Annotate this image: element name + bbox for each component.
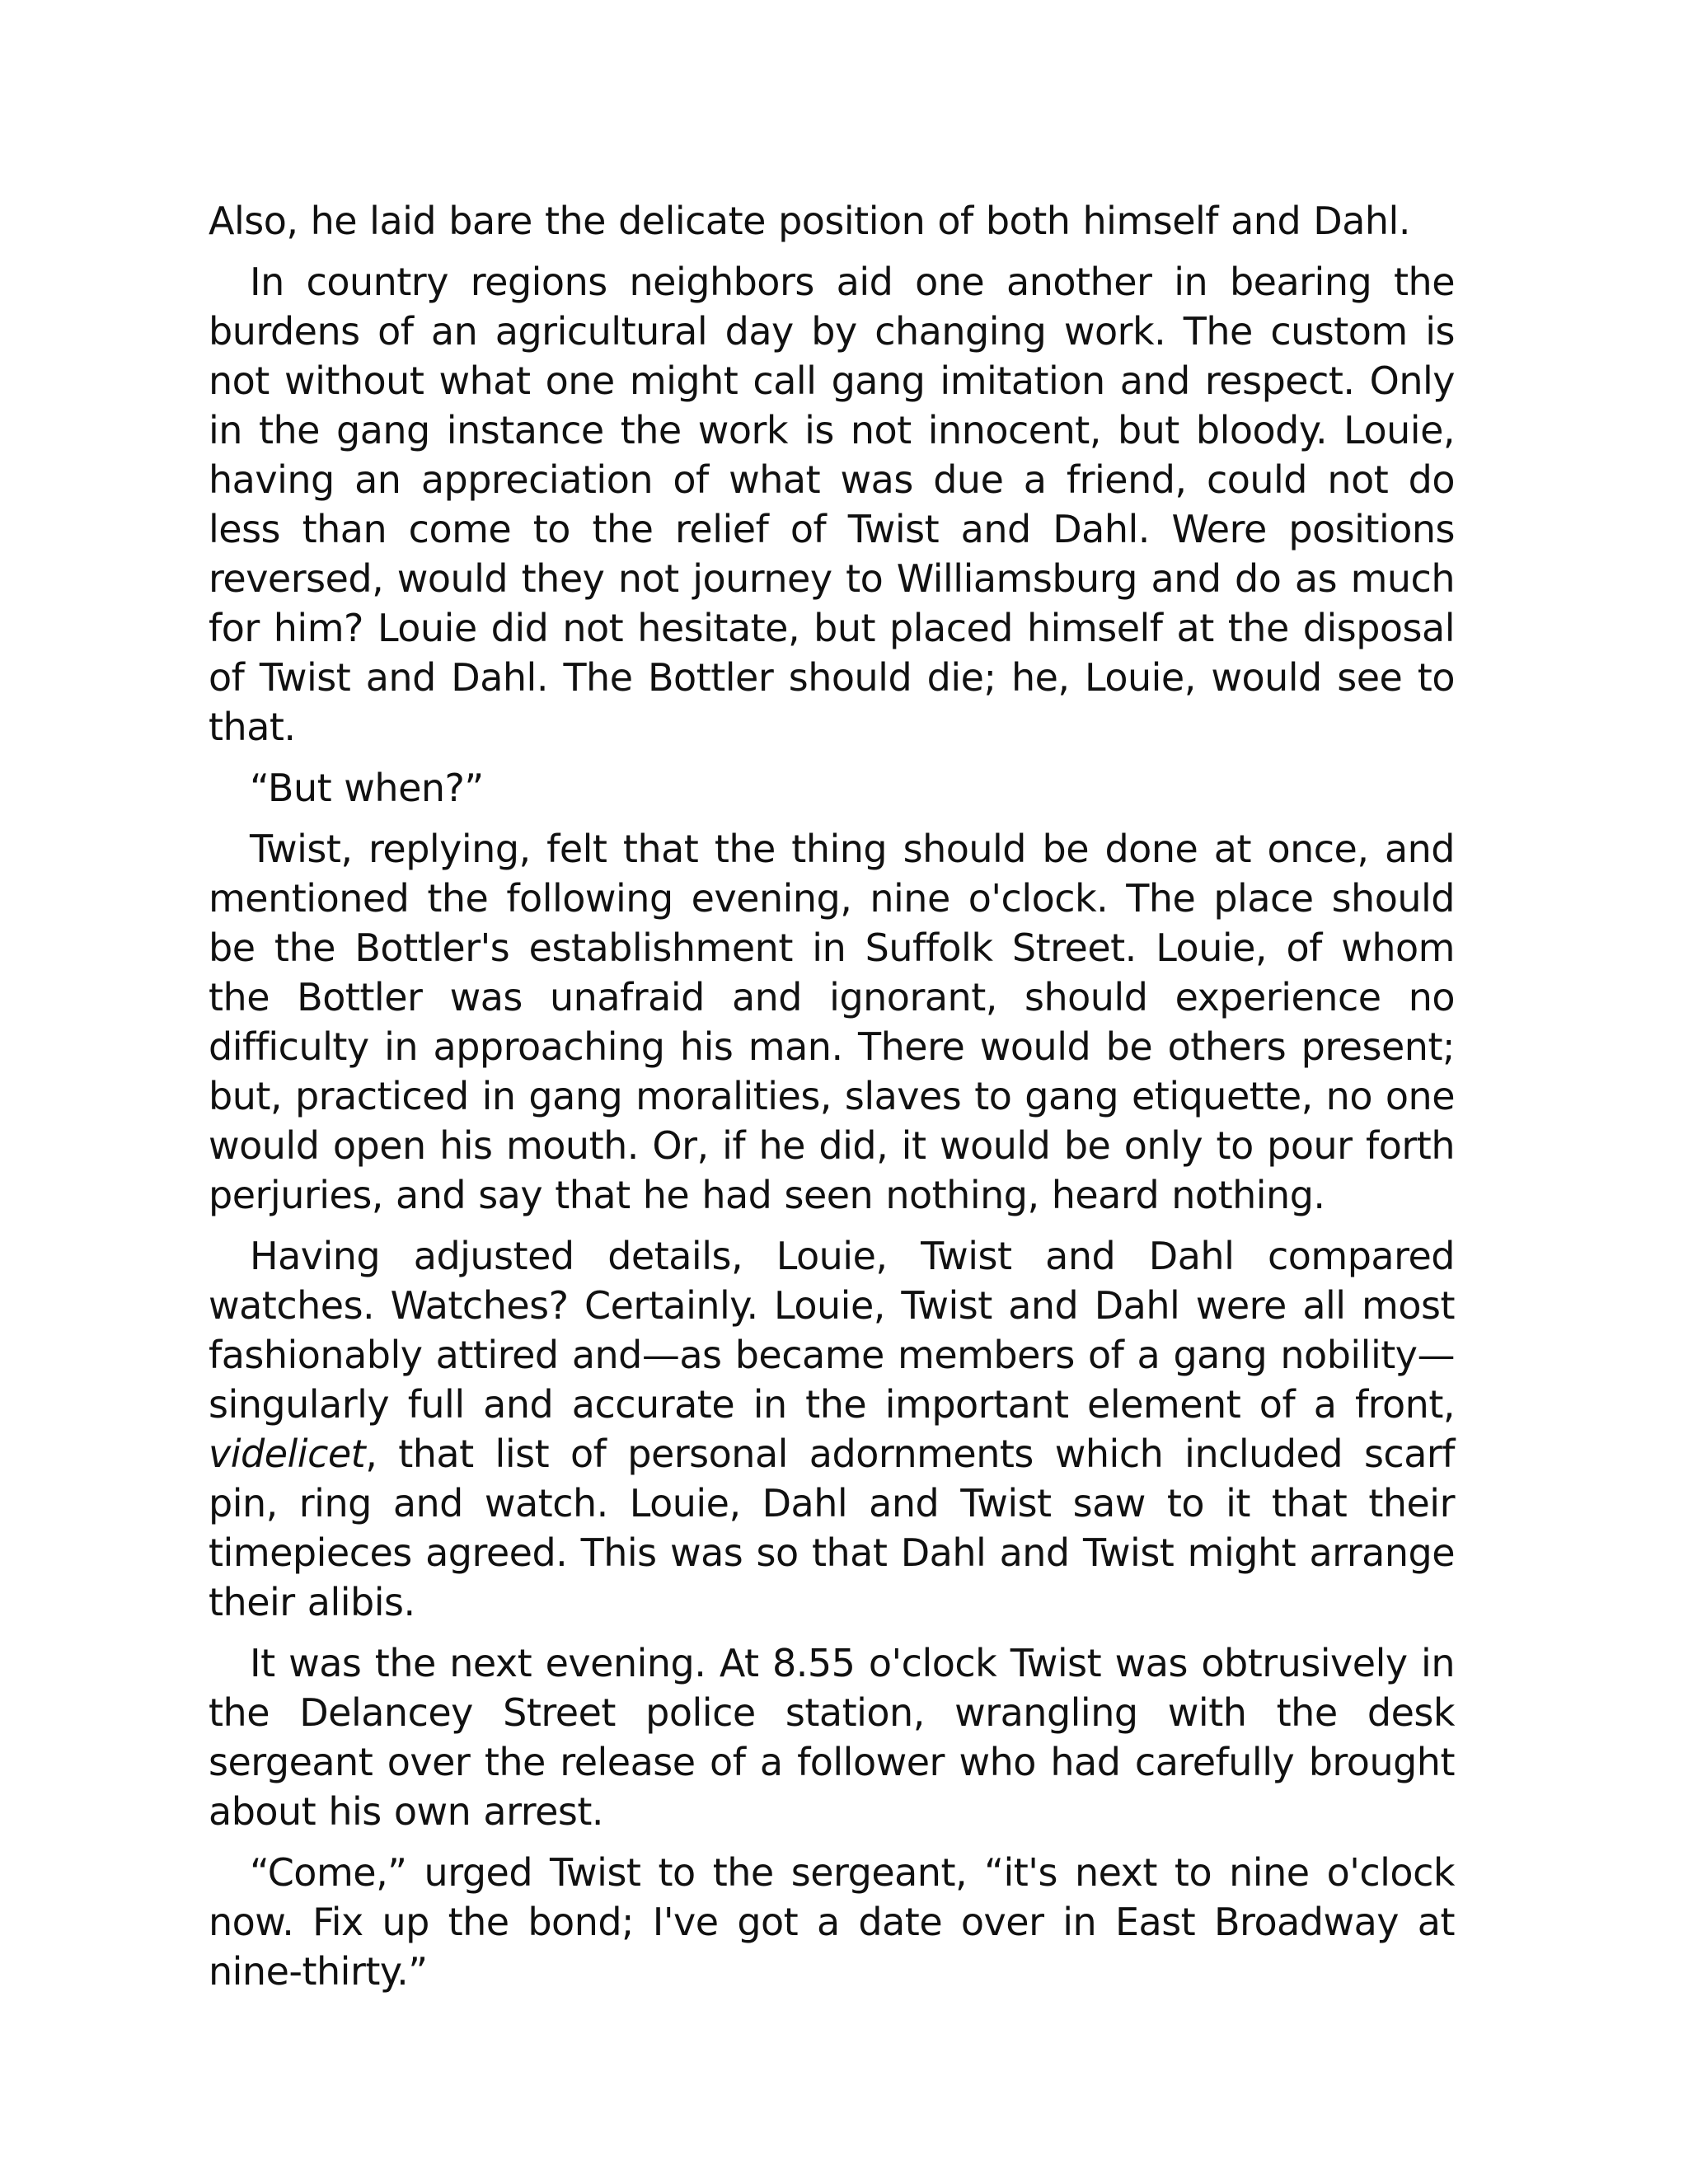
paragraph-5-text-b: , that list of personal adornments which included scarf pin, ring and watch. Louie, Dahl and Twist saw to it that their timepieces agreed. This was so that Dahl and Twist might arrange their alibis. xyxy=(209,1432,1455,1624)
paragraph-5 xyxy=(209,1231,1455,1627)
paragraph-4: Twist, replying, felt that the thing should be done at once, and mentioned the following evening, nine o'clock. The place should be the Bottler's establishment in Suffolk Street. Louie, of whom the Bottler was unafraid and ignorant, should experience no difficulty in approaching his man. There would be others present; but, practiced in gang moralities, slaves to gang etiquette, no one would open his mouth. Or, if he did, it would be only to pour forth perjuries, and say that he had seen nothing, heard nothing. xyxy=(209,827,1455,1217)
paragraph-6: It was the next evening. At 8.55 o'clock Twist was obtrusively in the Delancey Street police station, wrangling with the desk sergeant over the release of a follower who had carefully brought about his own arrest. xyxy=(209,1641,1455,1834)
paragraph-5-text-a: Having adjusted details, Louie, Twist and Dahl compared watches. Watches? Certainly. Louie, Twist and Dahl were all most fashionably attired and—as became members of a gang nobility—singularly full and accurate in the important element of a front, xyxy=(209,1234,1455,1427)
paragraph-1: Also, he laid bare the delicate position of both himself and Dahl. xyxy=(209,199,1410,243)
paragraph-3: “But when?” xyxy=(250,766,484,810)
document-page xyxy=(209,196,1455,2008)
paragraph-5-italic: videlicet xyxy=(209,1432,366,1476)
paragraph-2: In country regions neighbors aid one another in bearing the burdens of an agricultural day by changing work. The custom is not without what one might call gang imitation and respect. Only in the gang instance the work is not innocent, but bloody. Louie, having an appreciation of what was due a friend, could not do less than come to the relief of Twist and Dahl. Were positions reversed, would they not journey to Williamsburg and do as much for him? Louie did not hesitate, but placed himself at the disposal of Twist and Dahl. The Bottler should die; he, Louie, would see to that. xyxy=(209,260,1455,749)
paragraph-7: “Come,” urged Twist to the sergeant, “it's next to nine o'clock now. Fix up the bond; I've got a date over in East Broadway at nine-thirty.” xyxy=(209,1850,1455,1994)
